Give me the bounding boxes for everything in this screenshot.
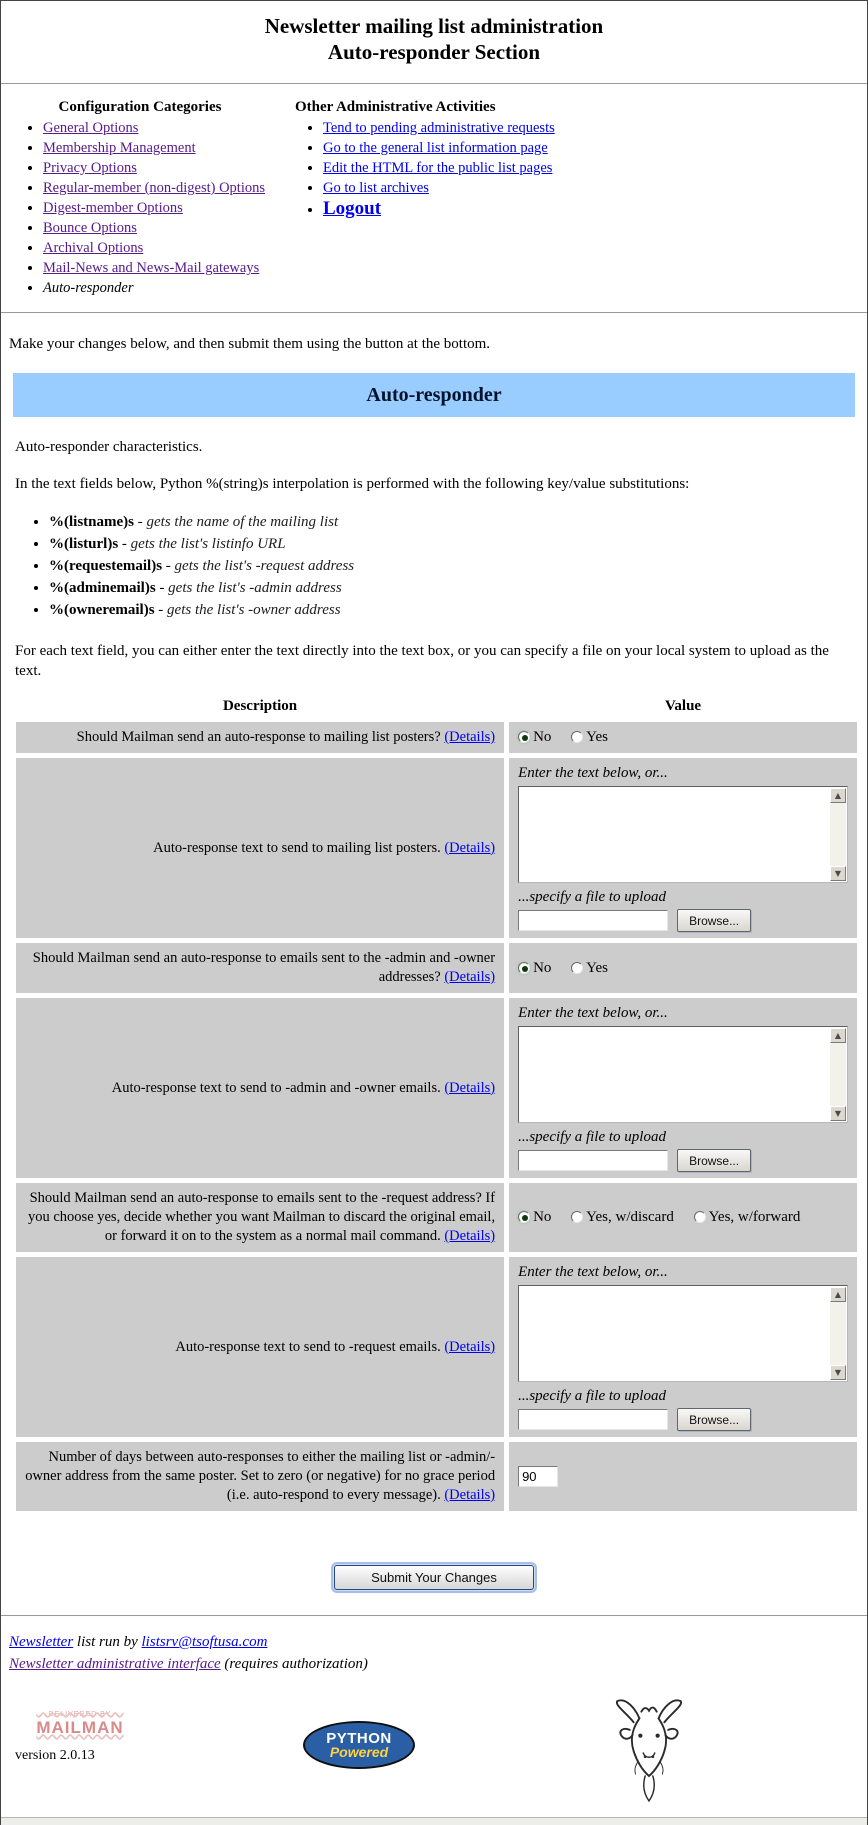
footer-line2: [9, 1653, 857, 1675]
footer-text: list run by: [76, 1634, 138, 1650]
substitution-sep: -: [159, 580, 165, 596]
radio-option-no[interactable]: [518, 1209, 551, 1226]
row-description: [16, 998, 504, 1178]
scroll-up-icon[interactable]: ▲: [830, 1287, 846, 1302]
python-logo-bottom-text: Powered: [329, 1743, 389, 1760]
logout-link[interactable]: Logout: [323, 198, 382, 219]
radio-label: Yes, w/discard: [586, 1209, 674, 1225]
substitution-key: %(adminemail)s: [49, 580, 156, 596]
upload-note-text: For each text field, you can either enter the text directly into the text box, or you can specify a file on your local system to upload as the text.: [15, 643, 829, 679]
table-row: [16, 943, 857, 993]
field-label: Auto-response text to send to -request emails.: [175, 1338, 441, 1355]
autoresponse-request-textarea[interactable]: [518, 1285, 848, 1382]
radio-option-yes[interactable]: [571, 729, 608, 746]
footer-links: [1, 1625, 867, 1675]
nav-auto-responder-current: Auto-responder: [43, 280, 134, 296]
table-row: [16, 1257, 857, 1437]
table-row: [16, 758, 857, 938]
config-categories-column: [15, 99, 287, 300]
intro-text: Make your changes below, and then submit them using the button at the bottom.: [9, 336, 491, 352]
list-item: [323, 120, 857, 137]
page-title: [1, 1, 867, 75]
config-categories-header: Configuration Categories: [58, 99, 222, 115]
list-item: [43, 260, 287, 277]
details-link[interactable]: (Details): [444, 1338, 496, 1355]
column-header-value: Value: [509, 694, 857, 717]
section-banner: [13, 373, 855, 417]
footer-line1: [9, 1631, 857, 1653]
radio-button-icon[interactable]: [518, 962, 530, 974]
scroll-down-icon[interactable]: ▼: [830, 1106, 846, 1121]
header-divider: [1, 83, 867, 85]
field-label: Auto-response text to send to mailing list posters.: [153, 839, 441, 856]
radio-label: Yes, w/forward: [708, 1209, 801, 1225]
enter-text-label: Enter the text below, or...: [518, 1264, 668, 1280]
autoresponse-admin-textarea[interactable]: [518, 1026, 848, 1123]
row-description: [16, 1183, 504, 1252]
row-description: [16, 1257, 504, 1437]
nav-mail-news-gateways[interactable]: Mail-News and News-Mail gateways: [43, 260, 260, 276]
details-link[interactable]: (Details): [444, 969, 496, 985]
gnu-head-logo[interactable]: [601, 1699, 697, 1810]
upload-file-input[interactable]: [518, 1150, 668, 1171]
list-item: [49, 535, 867, 553]
python-logo-top-text: PYTHON: [326, 1729, 392, 1747]
logo-row: [1, 1699, 867, 1817]
list-item: [323, 180, 857, 197]
section-banner-title: Auto-responder: [366, 383, 502, 406]
specify-file-label: ...specify a file to upload: [518, 889, 666, 905]
radio-button-icon[interactable]: [571, 962, 583, 974]
submit-button-focus-ring: [331, 1562, 537, 1593]
config-table: [11, 689, 862, 1516]
nav-privacy-options[interactable]: Privacy Options: [43, 160, 137, 176]
autoresponse-postings-textarea[interactable]: [518, 786, 848, 883]
nav-bounce-options[interactable]: Bounce Options: [43, 220, 137, 236]
nav-general-options[interactable]: General Options: [43, 120, 139, 136]
nav-list-archives[interactable]: Go to list archives: [323, 180, 429, 196]
substitution-sep: -: [121, 536, 127, 552]
radio-option-yes-forward[interactable]: [694, 1209, 801, 1226]
page-title-line2: Auto-responder Section: [327, 40, 541, 64]
list-item: [43, 180, 287, 197]
radio-option-no[interactable]: [518, 729, 551, 746]
row-description: [16, 943, 504, 993]
list-item: [49, 513, 867, 531]
nav-archival-options[interactable]: Archival Options: [43, 240, 144, 256]
row-value: [509, 1183, 857, 1252]
scrollbar[interactable]: [830, 788, 846, 881]
nav-membership-management[interactable]: Membership Management: [43, 140, 196, 156]
radio-button-icon[interactable]: [518, 1211, 530, 1223]
list-item: [323, 200, 857, 219]
question-text: Should Mailman send an auto-response to emails sent to the -request address? If you choose yes, decide whether you want Mailman to discard the original email, or forward it on to the system as a normal mail command.: [27, 1190, 496, 1244]
enter-text-label: Enter the text below, or...: [518, 1005, 668, 1021]
gnu-head-icon: [601, 1699, 697, 1805]
scroll-down-icon[interactable]: ▼: [830, 866, 846, 881]
upload-file-input[interactable]: [518, 1409, 668, 1430]
page-title-line1: Newsletter mailing list administration: [264, 14, 604, 38]
row-description: [16, 758, 504, 938]
substitution-sep: -: [137, 514, 143, 530]
row-value: [509, 1257, 857, 1437]
substitution-list: [49, 509, 867, 623]
list-item: [43, 280, 287, 297]
browse-button[interactable]: Browse...: [677, 909, 751, 932]
window-bottom-edge: [1, 1817, 867, 1825]
list-item: [323, 160, 857, 177]
radio-label: No: [533, 729, 552, 745]
admin-interface-link[interactable]: Newsletter administrative interface: [9, 1656, 221, 1672]
row-description: [16, 722, 504, 753]
admin-activities-header: Other Administrative Activities: [295, 99, 496, 115]
submit-changes-button[interactable]: Submit Your Changes: [334, 1565, 534, 1590]
nav-list-info-page[interactable]: Go to the general list information page: [323, 140, 548, 156]
upload-file-input[interactable]: [518, 910, 668, 931]
table-row: [16, 1442, 857, 1511]
admin-activities-column: [287, 99, 857, 300]
substitution-desc: gets the list's -admin address: [168, 580, 342, 596]
scroll-down-icon[interactable]: ▼: [830, 1365, 846, 1380]
question-text: Should Mailman send an auto-response to mailing list posters?: [76, 729, 441, 745]
question-text: Should Mailman send an auto-response to emails sent to the -admin and -owner addresses?: [32, 950, 496, 985]
scroll-up-icon[interactable]: ▲: [830, 788, 846, 803]
footer-divider: [1, 1615, 867, 1617]
submit-area: [1, 1562, 867, 1593]
radio-button-icon[interactable]: [571, 1211, 583, 1223]
substitution-key: %(listname)s: [49, 514, 134, 530]
mailman-logo-delivered-by: DELIVERED BY: [48, 1711, 112, 1718]
mailman-logo[interactable]: [15, 1711, 145, 1764]
nav-digest-member-options[interactable]: Digest-member Options: [43, 200, 183, 216]
substitution-key: %(listurl)s: [49, 536, 119, 552]
details-link[interactable]: (Details): [444, 1228, 496, 1244]
substitution-desc: gets the list's -owner address: [167, 602, 341, 618]
table-row: [16, 998, 857, 1178]
python-powered-logo[interactable]: [303, 1721, 415, 1769]
table-row: [16, 1183, 857, 1252]
list-overview-link[interactable]: Newsletter: [9, 1634, 74, 1650]
specify-file-label: ...specify a file to upload: [518, 1129, 666, 1145]
nav-regular-member-options[interactable]: Regular-member (non-digest) Options: [43, 180, 265, 196]
list-owner-email-link[interactable]: listsrv@tsoftusa.com: [141, 1634, 268, 1650]
list-item: [49, 557, 867, 575]
details-link[interactable]: (Details): [444, 729, 496, 745]
grace-period-days-input[interactable]: [518, 1466, 558, 1487]
mailman-version-text: version 2.0.13: [15, 1748, 95, 1763]
row-value: [509, 943, 857, 993]
list-item: [43, 140, 287, 157]
radio-label: No: [533, 1209, 552, 1225]
browse-button[interactable]: Browse...: [677, 1149, 751, 1172]
radio-button-icon[interactable]: [694, 1211, 706, 1223]
substitution-desc: gets the name of the mailing list: [146, 514, 339, 530]
field-label: Number of days between auto-responses to either the mailing list or -admin/-owner address from the same poster. Set to zero (or negative) for no grace period (i.e. auto-respond to every message).: [25, 1449, 496, 1503]
characteristics-text: Auto-responder characteristics.: [15, 439, 203, 455]
substitution-key: %(owneremail)s: [49, 602, 155, 618]
substitution-desc: gets the list's -request address: [174, 558, 355, 574]
row-description: [16, 1442, 504, 1511]
nav-pending-requests[interactable]: Tend to pending administrative requests: [323, 120, 555, 136]
column-header-description: Description: [16, 694, 504, 717]
scrollbar[interactable]: [830, 1028, 846, 1121]
details-link[interactable]: (Details): [444, 1079, 496, 1096]
footer-text: (requires authorization): [224, 1656, 368, 1672]
navigation: [1, 93, 867, 304]
list-item: [43, 240, 287, 257]
radio-option-no[interactable]: [518, 960, 551, 977]
radio-option-yes-discard[interactable]: [571, 1209, 674, 1226]
list-item: [323, 140, 857, 157]
browse-button[interactable]: Browse...: [677, 1408, 751, 1431]
nav-edit-html[interactable]: Edit the HTML for the public list pages: [323, 160, 553, 176]
radio-label: Yes: [586, 959, 608, 976]
substitution-desc: gets the list's listinfo URL: [130, 536, 286, 552]
substitution-sep: -: [158, 602, 164, 618]
list-item: [43, 200, 287, 217]
interpolation-intro-text: In the text fields below, Python %(string)s interpolation is performed with the following key/value substitutions:: [15, 476, 690, 492]
list-item: [43, 120, 287, 137]
row-value: [509, 722, 857, 753]
list-item: [43, 160, 287, 177]
radio-button-icon[interactable]: [518, 731, 530, 743]
radio-label: Yes: [586, 729, 608, 745]
list-item: [49, 601, 867, 619]
radio-label: No: [533, 959, 552, 976]
row-value: [509, 1442, 857, 1511]
list-item: [43, 220, 287, 237]
list-item: [49, 579, 867, 597]
scroll-up-icon[interactable]: ▲: [830, 1028, 846, 1043]
table-row: [16, 722, 857, 753]
row-value: [509, 998, 857, 1178]
field-label: Auto-response text to send to -admin and -owner emails.: [111, 1079, 441, 1096]
details-link[interactable]: (Details): [444, 839, 496, 856]
mailman-logo-name: MAILMAN: [36, 1718, 124, 1737]
radio-button-icon[interactable]: [571, 731, 583, 743]
substitution-sep: -: [165, 558, 171, 574]
row-value: [509, 758, 857, 938]
scrollbar[interactable]: [830, 1287, 846, 1380]
specify-file-label: ...specify a file to upload: [518, 1388, 666, 1404]
radio-option-yes[interactable]: [571, 960, 608, 977]
enter-text-label: Enter the text below, or...: [518, 765, 668, 781]
nav-divider: [1, 312, 867, 314]
substitution-key: %(requestemail)s: [49, 558, 163, 574]
details-link[interactable]: (Details): [444, 1487, 496, 1503]
